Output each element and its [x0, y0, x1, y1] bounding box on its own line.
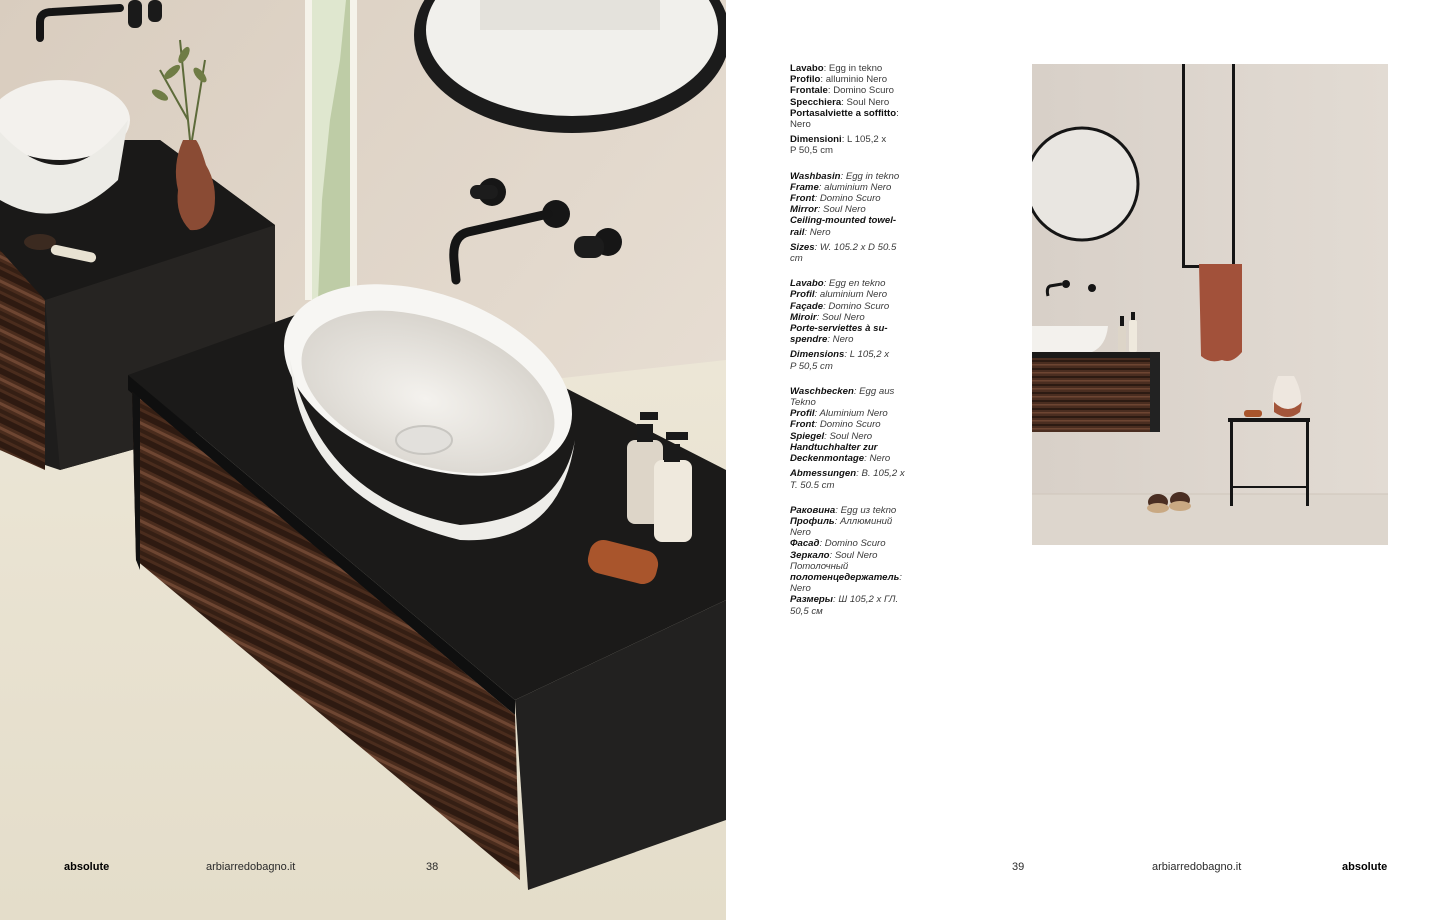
left-website: arbiarredobagno.it: [206, 861, 296, 873]
vanity-photo: [0, 0, 726, 920]
product-specs: [790, 63, 908, 631]
spec-block-fr: Lavabo: Egg en tekno Profil: aluminium Nero Façade: Domino Scuro Miroir: Soul Nero Porte-serviettes à su- spendre: Nero Dimensions: L 105,2 x P 50,5 cm: [790, 278, 890, 372]
spec-block-it: Lavabo: Egg in tekno Profilo: alluminio Nero Frontale: Domino Scuro Specchiera: Soul Nero Portasalviette a soffitto: Nero Dimensioni: L 105,2 x P 50,5 cm: [790, 63, 899, 157]
spec-block-ru: Раковина: Egg из tekno Профиль: Аллюминий Nero Фасад: Domino Scuro Зеркало: Soul Nero Потолочный полотенцедержатель: Nero Размеры: Ш 105,2 x ГЛ. 50,5 см: [790, 504, 902, 617]
room-photo: [1032, 64, 1388, 545]
right-page-number: 39: [1012, 861, 1025, 873]
left-page-number: 38: [426, 861, 439, 873]
right-page: [726, 0, 1453, 920]
spec-block-de: Waschbecken: Egg aus Tekno Profil: Aluminium Nero Front: Domino Scuro Spiegel: Soul Nero Handtuchhalter zur Deckenmontage: Nero Abmessungen: B. 105,2 x T. 50.5 cm: [790, 385, 905, 491]
right-brand: absolute: [1342, 861, 1388, 873]
spec-block-en: Washbasin: Egg in tekno Frame: aluminium Nero Front: Domino Scuro Mirror: Soul Nero Ceiling-mounted towel- rail: Nero Sizes: W. 105.2 x D 50.5 cm: [790, 170, 900, 265]
right-website: arbiarredobagno.it: [1152, 861, 1242, 873]
left-brand: absolute: [64, 861, 110, 873]
